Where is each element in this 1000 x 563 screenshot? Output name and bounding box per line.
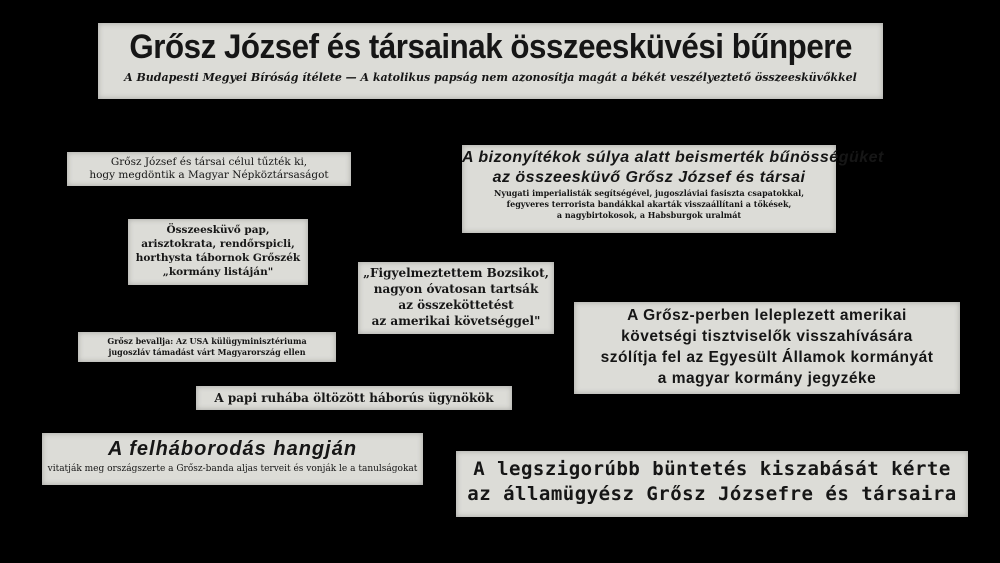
outrage-clipping [42,433,423,485]
confession-body-line-3: a nagybirtokosok, a Habsburgok uralmát [556,210,742,220]
cabinet-line-1: Összeesküvő pap, [166,224,270,236]
recall-note-clipping [574,302,960,394]
warning-line-2: nagyon óvatosan tartsák [373,282,539,296]
warning-quote-clipping [358,262,554,334]
outrage-subtitle: vitatják meg országszerte a Grősz-banda aljas terveit és vonják le a tanulságokat [47,464,418,474]
warning-line-4: az amerikai követséggel" [371,314,541,328]
warning-line-3: az összeköttetést [398,298,514,312]
usa-line-2: jugoszláv támadást várt Magyarország ellen [108,347,306,357]
goal-clipping [67,152,351,186]
recall-line-3: szólítja fel az Egyesült Államok kormányát [600,349,934,366]
sentence-line-1: A legszigorúbb büntetés kiszabását kérte [473,458,951,480]
usa-admission-clipping [78,332,336,362]
cabinet-line-3: horthysta tábornok Grőszék [135,252,301,264]
main-headline-title: Grősz József és társainak összeesküvési bűnpere [129,28,852,66]
sentence-line-2: az államügyész Grősz Józsefre és társaira [467,483,957,505]
recall-line-2: követségi tisztviselők visszahívására [621,328,913,345]
warning-line-1: „Figyelmeztettem Bozsikot, [363,266,549,280]
cabinet-line-4: „kormány listáján" [162,266,274,278]
goal-line-2: hogy megdöntik a Magyar Népköztársaságot [89,169,329,181]
recall-line-1: A Grősz-perben leleplezett amerikai [627,307,907,324]
war-agents-clipping [196,386,512,410]
sentence-request-clipping [456,451,968,517]
confession-body-line-2: fegyveres terrorista bandákkal akarták visszaállítani a tőkések, [506,199,792,209]
usa-line-1: Grősz bevallja: Az USA külügyminisztériuma [107,336,307,346]
cabinet-line-2: arisztokrata, rendőrspicli, [141,238,295,250]
confession-headline-line-1: A bizonyítékok súlya alatt beismerték bűnösségüket [462,149,884,166]
confession-headline-line-2: az összeesküvő Grősz József és társai [492,169,806,186]
cabinet-list-clipping [128,219,308,285]
confession-clipping [462,145,884,233]
outrage-headline: A felháborodás hangján [107,438,358,460]
main-headline-subtitle: A Budapesti Megyei Bíróság ítélete — A katolikus papság nem azonosítja magát a békét veszélyeztető összeesküvőkkel [124,71,857,84]
main-headline-clipping [98,23,883,99]
recall-line-4: a magyar kormány jegyzéke [657,370,877,387]
agents-line-1: A papi ruhába öltözött háborús ügynökök [214,391,494,405]
confession-body-line-1: Nyugati imperialisták segítségével, jugoszláviai fasiszta csapatokkal, [494,188,804,198]
goal-line-1: Grősz József és társai célul tűzték ki, [110,156,308,168]
